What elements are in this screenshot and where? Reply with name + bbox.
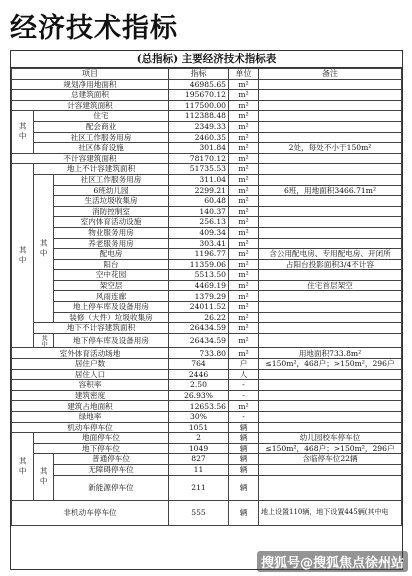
table-row: 养老服务用房 303.41 m²	[12, 238, 402, 249]
header-unit: 单位	[229, 69, 259, 80]
table-row: 6班幼儿园 2299.21 m² 6班，用地面积3466.71m²	[12, 185, 402, 196]
table-title: (总指标) 主要经济技术指标表	[11, 51, 402, 68]
table-row: 物业服务用房 409.34 m²	[12, 227, 402, 238]
table-row: 计容建筑面积 117500.00 m²	[12, 100, 402, 111]
table-row: 容积率 2.50 -	[12, 380, 402, 391]
table-row: 地下停车位 1049 辆 ≤150m²，468户；>150m²，296户	[12, 443, 402, 454]
table-row: 生活垃圾收集房 60.48 m²	[12, 196, 402, 207]
watermark: 搜狐号@搜狐焦点徐州站	[257, 551, 408, 572]
header-note: 备注	[259, 69, 402, 80]
table-row: 阳台 11359.06 m² 占阳台投影面积3/4不计容	[12, 259, 402, 270]
table-row: 社区工作服务用房 2460.35 m²	[12, 132, 402, 143]
table-row: 其中 社区工作服务用房 311.04 m²	[12, 174, 402, 185]
table-row: 其中 住宅 112388.48 m²	[12, 111, 402, 122]
table-row: 地下不计容建筑面积 26434.59 m²	[12, 323, 402, 334]
group-label: 其中	[34, 333, 54, 348]
page-title: 经济技术指标	[10, 13, 178, 44]
table-row: 地上停车库及设备用房 24011.52 m²	[12, 302, 402, 313]
table-row: 居住人口 2446 人	[12, 369, 402, 380]
table-row: 总建筑面积 195670.12 m²	[12, 90, 402, 101]
indicator-table	[11, 68, 402, 526]
table-row: 其中 地下停车库及设备用房 26434.59 m²	[12, 333, 402, 348]
table-row: 室外体育活动场地 733.80 m² 用地面积733.8m²	[12, 348, 402, 359]
table-row: 非机动车停车位 555 辆 地上设置110辆，地下设置445辆(其中电	[12, 500, 402, 525]
table-row: 消防控制室 140.37 m²	[12, 206, 402, 217]
header-value: 指标	[169, 69, 229, 80]
table-row: 风雨连廊 1379.29 m²	[12, 291, 402, 302]
group-label: 其中	[34, 454, 54, 500]
table-row: 室内体育活动设施 256.13 m²	[12, 217, 402, 228]
table-row: 新能源停车位 211 辆	[12, 475, 402, 500]
table-row: 绿地率 30% -	[12, 412, 402, 423]
table-header-row	[12, 69, 402, 80]
group-label: 其中	[34, 174, 54, 322]
table-row: 装修（大件）垃圾收集房 26.22 m²	[12, 312, 402, 323]
table-row: 机动车停车位 1051 辆	[12, 422, 402, 433]
table-row: 配电房 1196.77 m² 含公用配电房、专用配电房、开闭所	[12, 249, 402, 260]
table-row: 其中 普通停车位 827 辆 含临停车位22辆	[12, 454, 402, 465]
table-row: 其中 地面停车位 2 辆 幼儿园校车停车位	[12, 433, 402, 444]
table-row: 建筑密度 26.93% -	[12, 390, 402, 401]
table-row: 空中花园 5513.50 m²	[12, 270, 402, 281]
table-row: 建筑占地面积 12653.56 m²	[12, 401, 402, 412]
table-row: 不计容建筑面积 78170.12 m²	[12, 153, 402, 164]
table-row: 社区体育设施 301.84 m² 2处，每处不小于150m²	[12, 143, 402, 154]
group-label: 其中	[12, 164, 34, 348]
table-row: 居住户数 764 户 ≤150m²，468户；>150m²，296户	[12, 359, 402, 370]
table-row: 配会商业 2349.33 m²	[12, 121, 402, 132]
table-row: 无障碍停车位 11 辆	[12, 464, 402, 475]
header-item: 项目	[12, 69, 169, 80]
group-label: 其中	[12, 111, 34, 153]
table-row: 规划净用地面积 46985.65 m²	[12, 79, 402, 90]
indicator-sheet	[10, 50, 403, 570]
table-row: 架空层 4469.19 m² 住宅首层架空	[12, 280, 402, 291]
table-row: 其中 地上不计容建筑面积 51735.53 m²	[12, 164, 402, 175]
group-label: 其中	[12, 433, 34, 500]
